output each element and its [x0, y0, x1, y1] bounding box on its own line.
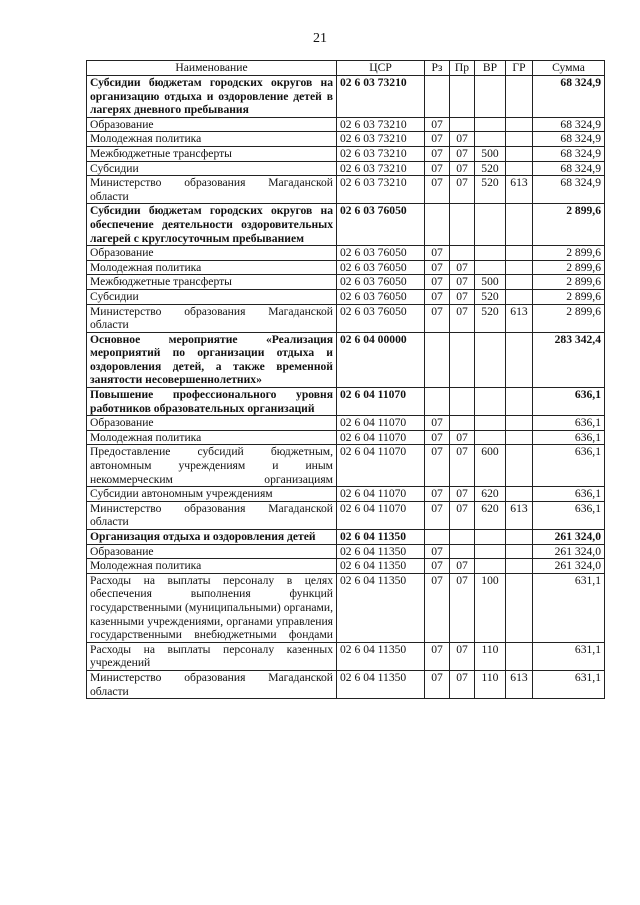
name-cell: Субсидии бюджетам городских округов на обеспечение деятельности оздоровительных лагерей с круглосуточным пребыванием — [87, 204, 337, 246]
table-row — [87, 559, 605, 574]
sum-cell: 636,1 — [533, 501, 605, 529]
csr-cell: 02 6 04 00000 — [337, 332, 425, 387]
gr-cell — [506, 146, 533, 161]
table-row — [87, 445, 605, 487]
gr-cell — [506, 275, 533, 290]
gr-cell: 613 — [506, 670, 533, 698]
table-row — [87, 501, 605, 529]
table-row — [87, 304, 605, 332]
gr-cell — [506, 530, 533, 545]
vr-cell: 520 — [475, 176, 506, 204]
vr-cell: 620 — [475, 501, 506, 529]
csr-cell: 02 6 04 11070 — [337, 487, 425, 502]
gr-cell — [506, 260, 533, 275]
sum-cell: 636,1 — [533, 445, 605, 487]
pr-cell: 07 — [450, 146, 475, 161]
table-row — [87, 289, 605, 304]
rz-cell: 07 — [425, 260, 450, 275]
csr-cell: 02 6 04 11350 — [337, 642, 425, 670]
csr-cell: 02 6 04 11070 — [337, 388, 425, 416]
name-cell: Межбюджетные трансферты — [87, 275, 337, 290]
sum-cell: 636,1 — [533, 388, 605, 416]
pr-cell: 07 — [450, 176, 475, 204]
header-rz: Рз — [425, 61, 450, 76]
table-row — [87, 260, 605, 275]
name-cell: Основное мероприятие «Реализация мероприятий по организации отдыха и оздоровления детей, а также временной занятости несовершеннолетних» — [87, 332, 337, 387]
name-cell: Повышение профессионального уровня работников образовательных организаций — [87, 388, 337, 416]
csr-cell: 02 6 03 73210 — [337, 161, 425, 176]
vr-cell — [475, 132, 506, 147]
pr-cell: 07 — [450, 260, 475, 275]
pr-cell — [450, 388, 475, 416]
name-cell: Молодежная политика — [87, 559, 337, 574]
pr-cell — [450, 530, 475, 545]
name-cell: Образование — [87, 246, 337, 261]
pr-cell: 07 — [450, 559, 475, 574]
gr-cell: 613 — [506, 176, 533, 204]
gr-cell — [506, 573, 533, 642]
vr-cell — [475, 246, 506, 261]
gr-cell — [506, 430, 533, 445]
name-cell: Субсидии бюджетам городских округов на организацию отдыха и оздоровление детей в лагерях дневного пребывания — [87, 76, 337, 118]
vr-cell: 620 — [475, 487, 506, 502]
table-row — [87, 76, 605, 118]
table-row — [87, 332, 605, 387]
sum-cell: 68 324,9 — [533, 117, 605, 132]
name-cell: Образование — [87, 544, 337, 559]
vr-cell: 520 — [475, 161, 506, 176]
name-cell: Министерство образования Магаданской области — [87, 670, 337, 698]
sum-cell: 2 899,6 — [533, 204, 605, 246]
gr-cell — [506, 132, 533, 147]
csr-cell: 02 6 03 76050 — [337, 246, 425, 261]
sum-cell: 68 324,9 — [533, 76, 605, 118]
header-name: Наименование — [87, 61, 337, 76]
gr-cell — [506, 544, 533, 559]
rz-cell: 07 — [425, 289, 450, 304]
vr-cell — [475, 530, 506, 545]
header-pr: Пр — [450, 61, 475, 76]
table-row — [87, 642, 605, 670]
vr-cell: 600 — [475, 445, 506, 487]
vr-cell: 520 — [475, 304, 506, 332]
sum-cell: 261 324,0 — [533, 544, 605, 559]
name-cell: Субсидии автономным учреждениям — [87, 487, 337, 502]
csr-cell: 02 6 03 73210 — [337, 176, 425, 204]
rz-cell: 07 — [425, 161, 450, 176]
vr-cell — [475, 117, 506, 132]
name-cell: Молодежная политика — [87, 430, 337, 445]
sum-cell: 261 324,0 — [533, 530, 605, 545]
sum-cell: 68 324,9 — [533, 176, 605, 204]
gr-cell: 613 — [506, 501, 533, 529]
table-row — [87, 176, 605, 204]
name-cell: Министерство образования Магаданской области — [87, 501, 337, 529]
name-cell: Расходы на выплаты персоналу казенных учреждений — [87, 642, 337, 670]
rz-cell: 07 — [425, 445, 450, 487]
gr-cell — [506, 204, 533, 246]
rz-cell: 07 — [425, 487, 450, 502]
pr-cell: 07 — [450, 275, 475, 290]
table-row — [87, 530, 605, 545]
name-cell: Расходы на выплаты персоналу в целях обеспечения выполнения функций государственными (муниципальными) органами, казенными учреждениями, органами управления государственными внебюджетными фондами — [87, 573, 337, 642]
pr-cell — [450, 544, 475, 559]
pr-cell: 07 — [450, 304, 475, 332]
csr-cell: 02 6 03 76050 — [337, 260, 425, 275]
csr-cell: 02 6 03 76050 — [337, 289, 425, 304]
gr-cell — [506, 76, 533, 118]
gr-cell — [506, 332, 533, 387]
rz-cell: 07 — [425, 275, 450, 290]
sum-cell: 631,1 — [533, 573, 605, 642]
rz-cell — [425, 76, 450, 118]
sum-cell: 631,1 — [533, 670, 605, 698]
rz-cell: 07 — [425, 304, 450, 332]
csr-cell: 02 6 03 76050 — [337, 204, 425, 246]
csr-cell: 02 6 04 11070 — [337, 445, 425, 487]
pr-cell: 07 — [450, 430, 475, 445]
table-row — [87, 416, 605, 431]
header-sum: Сумма — [533, 61, 605, 76]
table-row — [87, 573, 605, 642]
table-row — [87, 275, 605, 290]
vr-cell: 110 — [475, 670, 506, 698]
csr-cell: 02 6 03 73210 — [337, 132, 425, 147]
gr-cell — [506, 487, 533, 502]
sum-cell: 2 899,6 — [533, 275, 605, 290]
sum-cell: 631,1 — [533, 642, 605, 670]
csr-cell: 02 6 04 11350 — [337, 530, 425, 545]
table-row — [87, 204, 605, 246]
csr-cell: 02 6 04 11070 — [337, 416, 425, 431]
rz-cell: 07 — [425, 559, 450, 574]
sum-cell: 2 899,6 — [533, 304, 605, 332]
pr-cell: 07 — [450, 289, 475, 304]
vr-cell — [475, 260, 506, 275]
table-row — [87, 430, 605, 445]
gr-cell — [506, 642, 533, 670]
table-row — [87, 132, 605, 147]
header-csr: ЦСР — [337, 61, 425, 76]
pr-cell — [450, 117, 475, 132]
gr-cell — [506, 117, 533, 132]
sum-cell: 2 899,6 — [533, 289, 605, 304]
pr-cell — [450, 76, 475, 118]
rz-cell — [425, 530, 450, 545]
table-row — [87, 246, 605, 261]
vr-cell — [475, 388, 506, 416]
vr-cell — [475, 544, 506, 559]
csr-cell: 02 6 03 73210 — [337, 146, 425, 161]
table-row — [87, 388, 605, 416]
vr-cell — [475, 559, 506, 574]
gr-cell — [506, 289, 533, 304]
name-cell: Молодежная политика — [87, 260, 337, 275]
table-row — [87, 117, 605, 132]
rz-cell: 07 — [425, 670, 450, 698]
gr-cell — [506, 388, 533, 416]
rz-cell: 07 — [425, 430, 450, 445]
table-header-row — [87, 61, 605, 76]
pr-cell: 07 — [450, 573, 475, 642]
csr-cell: 02 6 03 76050 — [337, 304, 425, 332]
pr-cell — [450, 332, 475, 387]
pr-cell: 07 — [450, 445, 475, 487]
vr-cell: 520 — [475, 289, 506, 304]
rz-cell — [425, 332, 450, 387]
rz-cell: 07 — [425, 246, 450, 261]
rz-cell: 07 — [425, 416, 450, 431]
name-cell: Организация отдыха и оздоровления детей — [87, 530, 337, 545]
pr-cell: 07 — [450, 161, 475, 176]
table-row — [87, 161, 605, 176]
csr-cell: 02 6 04 11350 — [337, 559, 425, 574]
name-cell: Межбюджетные трансферты — [87, 146, 337, 161]
sum-cell: 68 324,9 — [533, 132, 605, 147]
csr-cell: 02 6 04 11070 — [337, 501, 425, 529]
name-cell: Министерство образования Магаданской области — [87, 304, 337, 332]
header-gr: ГР — [506, 61, 533, 76]
name-cell: Образование — [87, 117, 337, 132]
rz-cell: 07 — [425, 642, 450, 670]
csr-cell: 02 6 03 73210 — [337, 76, 425, 118]
sum-cell: 2 899,6 — [533, 246, 605, 261]
vr-cell: 500 — [475, 146, 506, 161]
pr-cell: 07 — [450, 670, 475, 698]
vr-cell — [475, 332, 506, 387]
pr-cell — [450, 246, 475, 261]
sum-cell: 636,1 — [533, 487, 605, 502]
name-cell: Предоставление субсидий бюджетным, автономным учреждениям и иным некоммерческим организациям — [87, 445, 337, 487]
csr-cell: 02 6 04 11350 — [337, 573, 425, 642]
name-cell: Министерство образования Магаданской области — [87, 176, 337, 204]
pr-cell — [450, 204, 475, 246]
pr-cell: 07 — [450, 487, 475, 502]
page-number: 21 — [313, 31, 327, 46]
csr-cell: 02 6 04 11070 — [337, 430, 425, 445]
sum-cell: 636,1 — [533, 416, 605, 431]
sum-cell: 636,1 — [533, 430, 605, 445]
csr-cell: 02 6 04 11350 — [337, 670, 425, 698]
csr-cell: 02 6 04 11350 — [337, 544, 425, 559]
header-vr: ВР — [475, 61, 506, 76]
pr-cell: 07 — [450, 642, 475, 670]
gr-cell — [506, 445, 533, 487]
sum-cell: 68 324,9 — [533, 146, 605, 161]
sum-cell: 283 342,4 — [533, 332, 605, 387]
rz-cell — [425, 204, 450, 246]
table-row — [87, 544, 605, 559]
budget-table — [86, 60, 605, 699]
name-cell: Молодежная политика — [87, 132, 337, 147]
pr-cell: 07 — [450, 501, 475, 529]
name-cell: Субсидии — [87, 161, 337, 176]
rz-cell — [425, 388, 450, 416]
gr-cell — [506, 416, 533, 431]
vr-cell: 110 — [475, 642, 506, 670]
sum-cell: 68 324,9 — [533, 161, 605, 176]
rz-cell: 07 — [425, 146, 450, 161]
table-body — [87, 76, 605, 699]
name-cell: Субсидии — [87, 289, 337, 304]
vr-cell: 100 — [475, 573, 506, 642]
rz-cell: 07 — [425, 117, 450, 132]
vr-cell — [475, 430, 506, 445]
vr-cell — [475, 204, 506, 246]
rz-cell: 07 — [425, 573, 450, 642]
rz-cell: 07 — [425, 132, 450, 147]
pr-cell — [450, 416, 475, 431]
csr-cell: 02 6 03 76050 — [337, 275, 425, 290]
gr-cell — [506, 559, 533, 574]
table-row — [87, 670, 605, 698]
vr-cell — [475, 416, 506, 431]
sum-cell: 2 899,6 — [533, 260, 605, 275]
rz-cell: 07 — [425, 544, 450, 559]
gr-cell: 613 — [506, 304, 533, 332]
name-cell: Образование — [87, 416, 337, 431]
vr-cell: 500 — [475, 275, 506, 290]
gr-cell — [506, 161, 533, 176]
sum-cell: 261 324,0 — [533, 559, 605, 574]
table-row — [87, 146, 605, 161]
rz-cell: 07 — [425, 501, 450, 529]
vr-cell — [475, 76, 506, 118]
table-row — [87, 487, 605, 502]
pr-cell: 07 — [450, 132, 475, 147]
gr-cell — [506, 246, 533, 261]
rz-cell: 07 — [425, 176, 450, 204]
csr-cell: 02 6 03 73210 — [337, 117, 425, 132]
